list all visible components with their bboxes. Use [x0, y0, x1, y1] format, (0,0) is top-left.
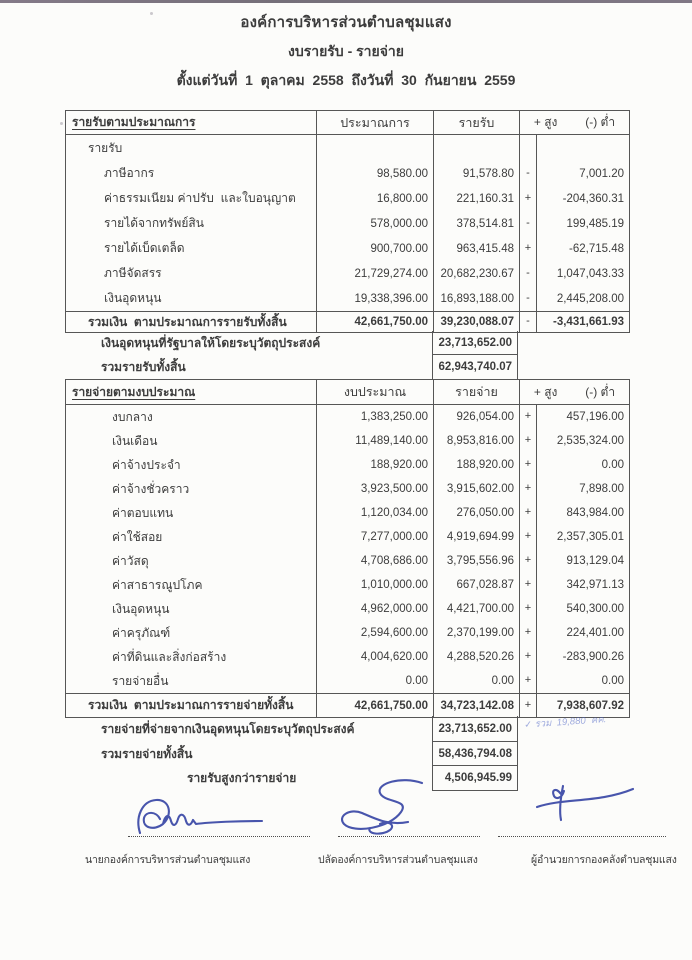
sign-indicator: - — [519, 311, 536, 332]
signature-line — [498, 820, 666, 837]
diff-value: 913,129.04 — [536, 549, 629, 573]
sign-indicator: + — [519, 669, 536, 693]
actual-value: 926,054.00 — [433, 405, 519, 429]
diff-high-label: + สูง — [533, 115, 558, 129]
budget-value: 900,700.00 — [316, 236, 433, 261]
diff-low-label: (-) ต่ำ — [585, 115, 616, 129]
sign-indicator: - — [519, 261, 536, 286]
sign-indicator: + — [519, 621, 536, 645]
table-row — [66, 161, 629, 186]
diff-value: -283,900.26 — [536, 645, 629, 669]
summary-amount: 58,436,794.08 — [432, 742, 518, 766]
column-header-actual: รายจ่าย — [433, 380, 519, 405]
budget-value: 7,277,000.00 — [316, 525, 433, 549]
table-row — [66, 286, 629, 311]
sign-indicator: + — [519, 453, 536, 477]
sign-indicator: + — [519, 429, 536, 453]
diff-value: 0.00 — [536, 669, 629, 693]
row-label: ภาษีอากร — [104, 166, 155, 180]
column-header-label: รายรับตามประมาณการ — [66, 111, 316, 135]
actual-value: 0.00 — [433, 669, 519, 693]
table-row — [66, 501, 629, 525]
budget-value: 3,923,500.00 — [316, 477, 433, 501]
table-row — [66, 549, 629, 573]
budget-value: 4,962,000.00 — [316, 597, 433, 621]
row-label: ค่าสาธารณูปโภค — [112, 577, 203, 592]
actual-value: 3,915,602.00 — [433, 477, 519, 501]
table-row — [66, 573, 629, 597]
summary-amount: 4,506,945.99 — [432, 766, 518, 791]
summary-row — [65, 331, 692, 355]
sign-indicator: - — [519, 286, 536, 311]
summary-row — [65, 742, 692, 766]
table-header-row — [66, 111, 629, 135]
doc-title: งบรายรับ - รายจ่าย — [287, 43, 404, 59]
actual-value: 4,919,694.99 — [433, 525, 519, 549]
table-row — [66, 261, 629, 286]
actual-value: 16,893,188.00 — [433, 286, 519, 311]
table-row — [66, 477, 629, 501]
diff-value: 2,535,324.00 — [536, 429, 629, 453]
row-label: งบกลาง — [112, 409, 153, 424]
section-row — [66, 135, 629, 161]
summary-label: รายจ่ายที่จ่ายจากเงินอุดหนุนโดยระบุวัตถุประสงค์ — [101, 721, 355, 736]
table-row — [66, 669, 629, 693]
diff-value: 199,485.19 — [536, 211, 629, 236]
actual-value: 2,370,199.00 — [433, 621, 519, 645]
row-label: ค่าวัสดุ — [112, 553, 149, 568]
budget-value: 11,489,140.00 — [316, 429, 433, 453]
table-row — [66, 597, 629, 621]
budget-value: 4,708,686.00 — [316, 549, 433, 573]
scan-speck — [60, 122, 63, 125]
sign-indicator: + — [519, 597, 536, 621]
table-row — [66, 453, 629, 477]
table-row — [66, 236, 629, 261]
sign-indicator: + — [519, 477, 536, 501]
signature-line — [338, 820, 480, 837]
diff-value: -3,431,661.93 — [536, 311, 629, 332]
actual-value: 4,421,700.00 — [433, 597, 519, 621]
diff-value: 7,001.20 — [536, 161, 629, 186]
budget-value: 42,661,750.00 — [316, 311, 433, 332]
row-label: ค่าจ้างชั่วคราว — [112, 481, 190, 496]
signer-title-clerk: ปลัดองค์การบริหารส่วนตำบลชุมแสง — [318, 854, 478, 866]
actual-value: 4,288,520.26 — [433, 645, 519, 669]
actual-value: 667,028.87 — [433, 573, 519, 597]
row-label: ภาษีจัดสรร — [104, 266, 162, 280]
diff-value: 0.00 — [536, 453, 629, 477]
row-label: ค่าใช้สอย — [112, 529, 163, 544]
table-row — [66, 525, 629, 549]
summary-label: รายรับสูงกว่ารายจ่าย — [187, 771, 297, 785]
diff-value: 7,898.00 — [536, 477, 629, 501]
sign-indicator: + — [519, 693, 536, 717]
diff-value: 843,984.00 — [536, 501, 629, 525]
sign-indicator: + — [519, 573, 536, 597]
signer-title-finance-director: ผู้อำนวยการกองคลังตำบลชุมแสง — [531, 854, 677, 866]
actual-value: 20,682,230.67 — [433, 261, 519, 286]
diff-value: -62,715.48 — [536, 236, 629, 261]
budget-value: 578,000.00 — [316, 211, 433, 236]
table-row — [66, 211, 629, 236]
sign-indicator: - — [519, 211, 536, 236]
sign-indicator: + — [519, 236, 536, 261]
diff-value: 2,445,208.00 — [536, 286, 629, 311]
budget-value: 0.00 — [316, 669, 433, 693]
row-label: ค่าจ้างประจำ — [112, 457, 181, 472]
row-label: เงินอุดหนุน — [112, 601, 170, 616]
column-header-budget: งบประมาณ — [316, 380, 433, 405]
diff-value: 1,047,043.33 — [536, 261, 629, 286]
actual-value: 91,578.80 — [433, 161, 519, 186]
row-label: ค่าธรรมเนียม ค่าปรับ และใบอนุญาต — [104, 191, 296, 205]
diff-high-label: + สูง — [533, 384, 558, 399]
summary-amount: 23,713,652.00 — [432, 331, 518, 355]
summary-row — [65, 355, 692, 379]
row-label: รวมเงิน ตามประมาณการรายรับทั้งสิ้น — [66, 311, 316, 332]
diff-value: 540,300.00 — [536, 597, 629, 621]
diff-value: 457,196.00 — [536, 405, 629, 429]
actual-value: 39,230,088.07 — [433, 311, 519, 332]
sign-indicator: - — [519, 161, 536, 186]
summary-spacer — [518, 355, 628, 379]
summary-amount: 62,943,740.07 — [432, 355, 518, 379]
section-label: รายรับ — [88, 140, 123, 155]
diff-value: -204,360.31 — [536, 186, 629, 211]
sign-indicator — [519, 135, 536, 161]
revenue-summary-rows — [0, 331, 692, 379]
sign-indicator: + — [519, 525, 536, 549]
table-row — [66, 645, 629, 669]
signature-line — [128, 820, 310, 837]
row-label: รายได้เบ็ดเตล็ด — [104, 241, 185, 255]
total-row — [66, 311, 629, 332]
actual-value: 276,050.00 — [433, 501, 519, 525]
row-label: รายจ่ายอื่น — [112, 673, 169, 688]
org-title: องค์การบริหารส่วนตำบลชุมแสง — [240, 14, 452, 31]
sign-indicator: + — [519, 186, 536, 211]
row-label: ค่าตอบแทน — [112, 505, 174, 520]
actual-value: 188,920.00 — [433, 453, 519, 477]
total-row — [66, 693, 629, 717]
diff-value: 7,938,607.92 — [536, 693, 629, 717]
table-row — [66, 429, 629, 453]
column-header-diff — [519, 380, 629, 405]
column-header-budget: ประมาณการ — [316, 111, 433, 135]
row-label: ค่าครุภัณฑ์ — [112, 625, 171, 640]
table-header-row — [66, 380, 629, 405]
scan-edge-artifact — [0, 0, 692, 3]
revenue-table — [65, 110, 630, 333]
sign-indicator: + — [519, 645, 536, 669]
budget-value: 21,729,274.00 — [316, 261, 433, 286]
budget-value: 4,004,620.00 — [316, 645, 433, 669]
row-label: ค่าที่ดินและสิ่งก่อสร้าง — [112, 649, 227, 664]
sign-indicator: + — [519, 405, 536, 429]
actual-value: 378,514.81 — [433, 211, 519, 236]
date-range: ตั้งแต่วันที่ 1 ตุลาคม 2558 ถึงวันที่ 30 กันยายน 2559 — [176, 72, 516, 88]
row-label: เงินเดือน — [112, 433, 158, 448]
document-header — [0, 6, 692, 92]
budget-value: 1,120,034.00 — [316, 501, 433, 525]
budget-value — [316, 135, 433, 161]
budget-value: 42,661,750.00 — [316, 693, 433, 717]
actual-value — [433, 135, 519, 161]
expense-table — [65, 379, 630, 718]
sign-indicator: + — [519, 549, 536, 573]
table-row — [66, 186, 629, 211]
diff-value: 2,357,305.01 — [536, 525, 629, 549]
table-row — [66, 621, 629, 645]
signer-title-mayor: นายกองค์การบริหารส่วนตำบลชุมแสง — [85, 854, 251, 866]
budget-value: 16,800.00 — [316, 186, 433, 211]
budget-value: 188,920.00 — [316, 453, 433, 477]
budget-value: 2,594,600.00 — [316, 621, 433, 645]
actual-value: 34,723,142.08 — [433, 693, 519, 717]
summary-label: รวมรายรับทั้งสิ้น — [101, 359, 186, 374]
actual-value: 8,953,816.00 — [433, 429, 519, 453]
column-header-diff — [519, 111, 629, 135]
column-header-label: รายจ่ายตามงบประมาณ — [66, 380, 316, 405]
diff-low-label: (-) ต่ำ — [585, 384, 616, 399]
row-label: เงินอุดหนุน — [104, 291, 162, 305]
budget-value: 19,338,396.00 — [316, 286, 433, 311]
row-label: รวมเงิน ตามประมาณการรายจ่ายทั้งสิ้น — [66, 693, 316, 717]
actual-value: 963,415.48 — [433, 236, 519, 261]
column-header-actual: รายรับ — [433, 111, 519, 135]
summary-spacer — [518, 742, 628, 766]
diff-value: 224,401.00 — [536, 621, 629, 645]
budget-value: 1,010,000.00 — [316, 573, 433, 597]
table-row — [66, 405, 629, 429]
summary-amount: 23,713,652.00 — [432, 716, 518, 742]
row-label: รายได้จากทรัพย์สิน — [104, 216, 204, 230]
sign-indicator: + — [519, 501, 536, 525]
budget-value: 98,580.00 — [316, 161, 433, 186]
summary-label: รวมรายจ่ายทั้งสิ้น — [101, 746, 193, 761]
diff-value — [536, 135, 629, 161]
handwritten-annotation: ✓ รวม 19,880 คค. — [523, 714, 607, 731]
diff-value: 342,971.13 — [536, 573, 629, 597]
actual-value: 221,160.31 — [433, 186, 519, 211]
budget-value: 1,383,250.00 — [316, 405, 433, 429]
summary-label: เงินอุดหนุนที่รัฐบาลให้โดยระบุวัตถุประสงค์ — [101, 335, 321, 350]
actual-value: 3,795,556.96 — [433, 549, 519, 573]
summary-spacer — [518, 331, 628, 355]
